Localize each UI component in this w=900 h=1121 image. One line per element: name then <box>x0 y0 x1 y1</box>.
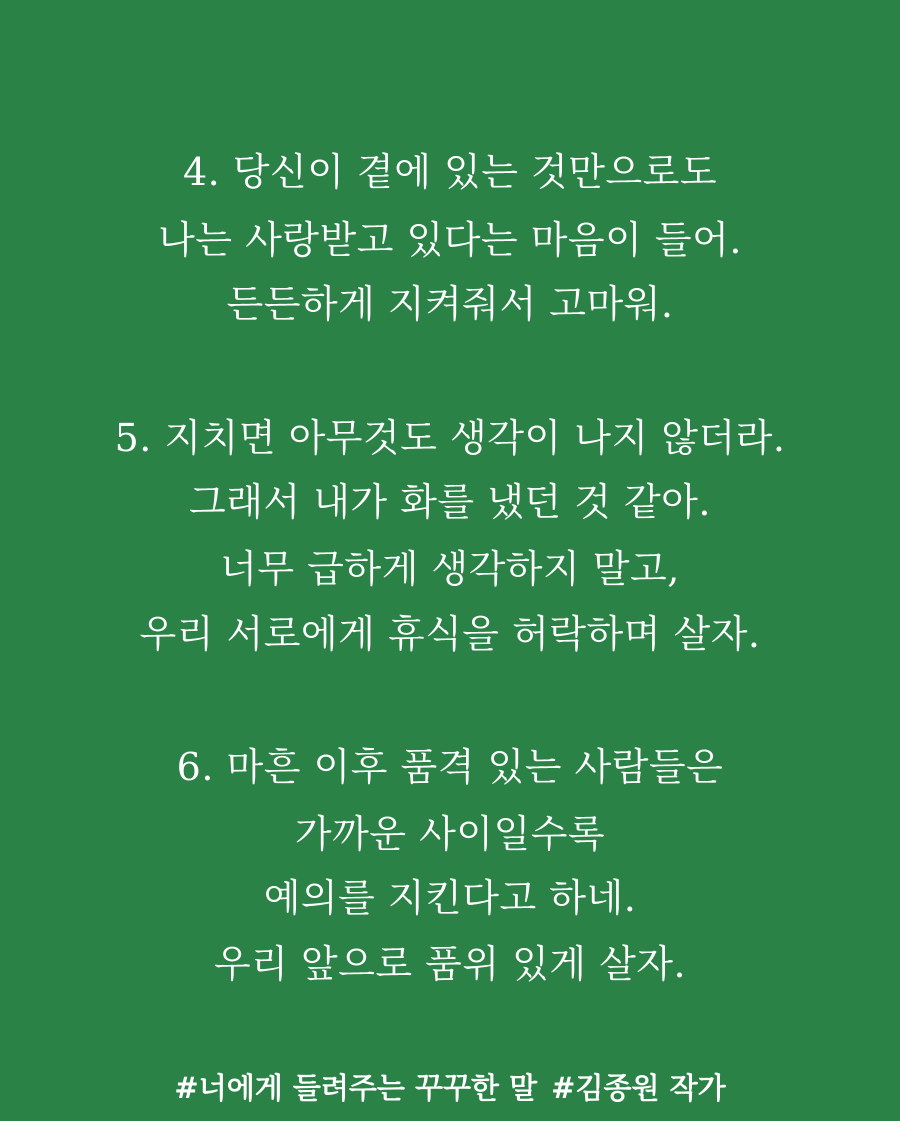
hashtag-author: #김종원 작가 <box>551 1071 726 1105</box>
quote-line: 나는 사랑받고 있다는 마음이 들어. <box>158 218 742 262</box>
quote-line: 가까운 사이일수록 <box>294 812 606 856</box>
hashtag-footer <box>0 1066 900 1110</box>
quote-line: 우리 앞으로 품위 있게 살자. <box>213 942 687 986</box>
hashtag-book: #너에게 들려주는 꾸꾸한 말 <box>174 1071 538 1105</box>
quote-line: 너무 급하게 생각하지 말고, <box>220 547 680 591</box>
quote-line: 5. 지치면 아무것도 생각이 나지 않더라. <box>114 416 786 460</box>
quote-line: 그래서 내가 화를 냈던 것 같아. <box>189 480 711 524</box>
quote-line: 든든하게 지켜줘서 고마워. <box>226 282 674 326</box>
quote-line: 4. 당신이 곁에 있는 것만으로도 <box>182 150 718 194</box>
quote-line: 우리 서로에게 휴식을 허락하며 살자. <box>139 612 761 656</box>
quote-line: 예의를 지킨다고 하네. <box>263 876 637 920</box>
quote-line: 6. 마흔 이후 품격 있는 사람들은 <box>176 745 724 789</box>
